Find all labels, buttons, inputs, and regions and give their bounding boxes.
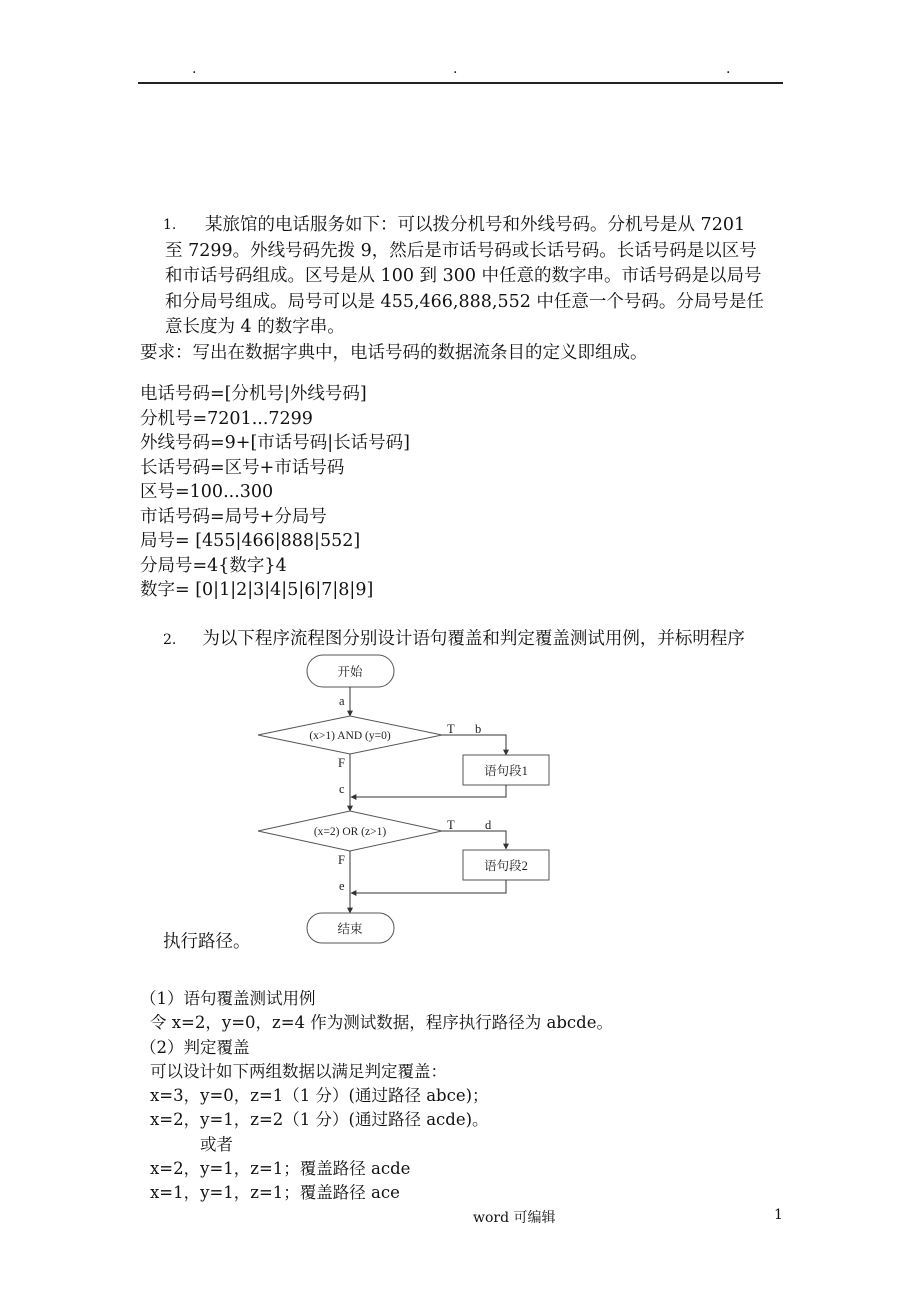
answers <box>140 987 613 1206</box>
statement-block-2-label: 语句段2 <box>484 859 528 873</box>
header-dot: . <box>192 61 197 77</box>
answer-line: x=2，y=1，z=1；覆盖路径 acde <box>150 1159 411 1179</box>
edge-d <box>442 831 506 849</box>
definition-line: 市话号码=局号+分局号 <box>140 506 327 527</box>
edge-merge-1 <box>351 785 506 797</box>
edge-label-d: d <box>485 818 492 832</box>
decision-1-label: (x>1) AND (y=0) <box>309 730 391 742</box>
definition-line: 数字= [0|1|2|3|4|5|6|7|8|9] <box>140 580 374 600</box>
question-1-text: 某旅馆的电话服务如下：可以拨分机号和外线号码。分机号是从 7201 <box>205 215 746 235</box>
answer-line: （2）判定覆盖 <box>140 1037 250 1057</box>
answer-line: 令 x=2，y=0，z=4 作为测试数据，程序执行路径为 abcde。 <box>150 1013 613 1033</box>
answer-line: x=3，y=0，z=1（1 分）(通过路径 abce)； <box>150 1086 489 1106</box>
answer-line: 或者 <box>200 1134 233 1154</box>
question-1-line: 至 7299。外线号码先拨 9，然后是市话号码或长话号码。长话号码是以区号 <box>165 240 757 261</box>
definition-line: 局号= [455|466|888|552] <box>140 531 361 551</box>
definition-line: 分局号=4{数字}4 <box>140 555 287 576</box>
edge-label-e: e <box>339 879 345 893</box>
definition-line: 长话号码=区号+市话号码 <box>140 457 345 478</box>
statement-block-1-label: 语句段1 <box>484 764 528 778</box>
page-number: 1 <box>774 1207 783 1223</box>
question-2-continuation: 执行路径。 <box>163 932 251 952</box>
definition-line: 区号=100...300 <box>140 482 274 502</box>
header-rule <box>138 82 783 84</box>
program-flowchart <box>250 650 560 948</box>
question-2 <box>163 625 745 650</box>
decision-2-label: (x=2) OR (z>1) <box>313 826 387 838</box>
answer-line: （1）语句覆盖测试用例 <box>140 989 316 1008</box>
start-label: 开始 <box>337 665 363 679</box>
edge-label-a: a <box>339 694 345 708</box>
edge-b <box>442 735 506 755</box>
false-label-2: F <box>338 853 345 867</box>
definition-line: 分机号=7201...7299 <box>140 408 313 429</box>
question-1-number: 1. <box>163 217 177 233</box>
answer-line: x=2，y=1，z=2（1 分）(通过路径 acde)。 <box>150 1110 489 1130</box>
footer-label: word 可编辑 <box>473 1210 556 1226</box>
question-1-line: 和分局号组成。局号可以是 455,466,888,552 中任意一个号码。分局号是任 <box>165 291 764 312</box>
true-label-1: T <box>447 722 455 736</box>
true-label-2: T <box>447 818 455 832</box>
definition-line: 外线号码=9+[市话号码|长话号码] <box>140 433 411 453</box>
edge-merge-2 <box>351 880 506 893</box>
edge-label-c: c <box>339 782 345 796</box>
header-dot: . <box>453 61 458 77</box>
question-1-requirement: 要求：写出在数据字典中，电话号码的数据流条目的定义即组成。 <box>140 342 648 363</box>
question-2-text: 为以下程序流程图分别设计语句覆盖和判定覆盖测试用例，并标明程序 <box>202 629 745 649</box>
answer-line: x=1，y=1，z=1；覆盖路径 ace <box>150 1183 400 1203</box>
question-1-line: 意长度为 4 的数字串。 <box>165 317 345 337</box>
false-label-1: F <box>338 756 345 770</box>
definition-line: 电话号码=[分机号|外线号码] <box>140 384 367 404</box>
edge-label-b: b <box>475 722 482 736</box>
question-2-number: 2. <box>163 632 177 648</box>
question-1-line: 和市话号码组成。区号是从 100 到 300 中任意的数字串。市话号码是以局号 <box>165 266 762 286</box>
end-label: 结束 <box>337 922 363 936</box>
data-dictionary <box>140 382 410 603</box>
header-dot: . <box>726 61 731 77</box>
answer-line: 可以设计如下两组数据以满足判定覆盖： <box>150 1061 447 1081</box>
question-1 <box>140 213 785 366</box>
